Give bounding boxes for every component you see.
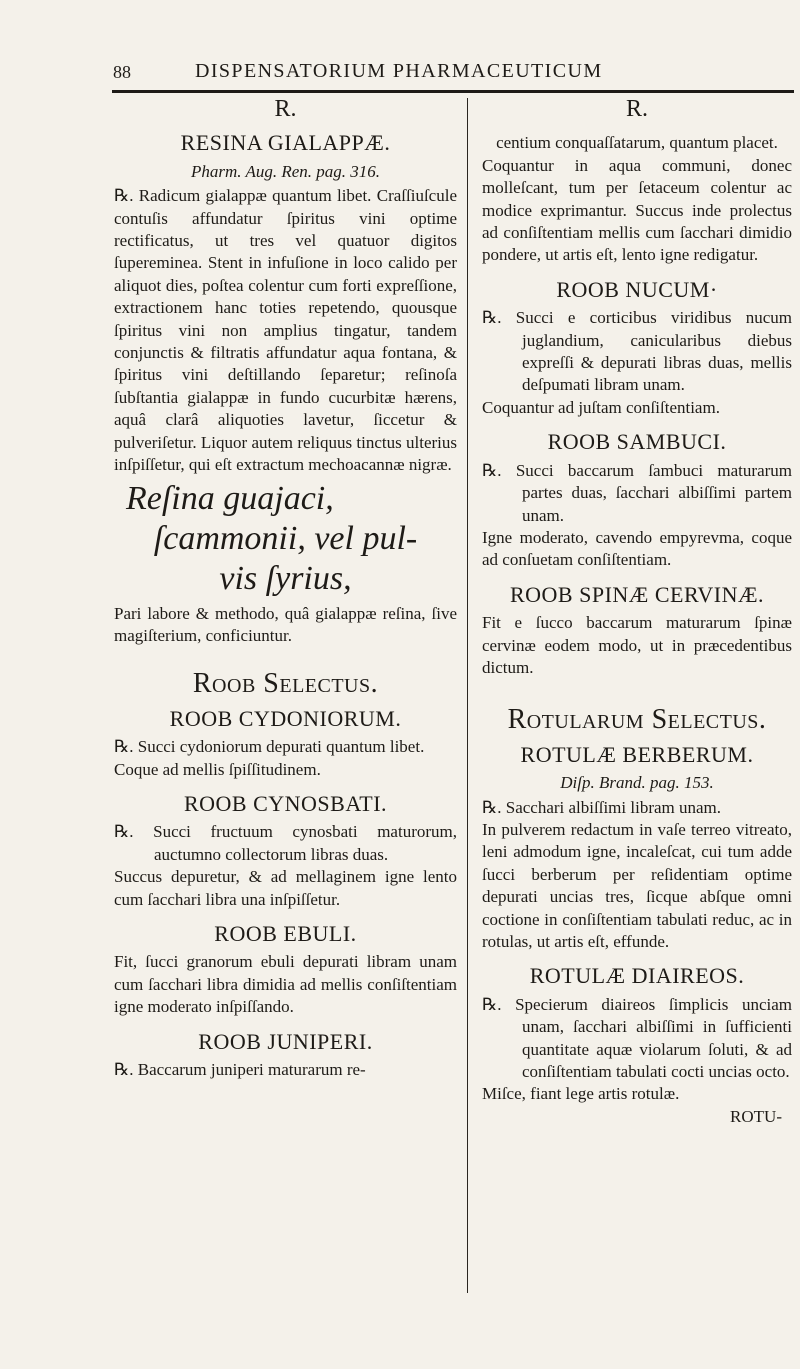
running-title: DISPENSATORIUM PHARMACEUTICUM — [195, 60, 603, 82]
recipe-prescription: ℞. Specierum diaireos ſimplicis unciam unam, ſacchari albiſſimi in ſufficienti quantitate aquæ violarum ſoluti, & ad conſiſtentiam tabulati cocti uncias octo. — [482, 994, 792, 1082]
page-number: 88 — [113, 62, 131, 82]
entry-heading: ROOB NUCUM· — [556, 276, 718, 302]
recipe-text: Pari labore & methodo, quâ gialappæ reſina, ſive magiſterium, conficiuntur. — [114, 603, 457, 645]
italic-title-line: ſcammonii, vel pul- — [153, 519, 418, 557]
recipe-text: centium conquaſſatarum, quantum placet. — [496, 133, 778, 153]
recipe-text: In pulverem redactum in vaſe terreo vitreato, leni admodum igne, incaleſcat, cui tum adde ſucci berberum per reſidentiam optime depurati uncias tres, ſicque abſque omni coctione in conſiſtentiam tabulati reduc, ac in rotulas, ut artis eſt, effunde. — [482, 819, 792, 951]
column-letter: R. — [274, 96, 297, 122]
recipe-text: Igne moderato, cavendo empyrevma, coque ad conſuetam conſiſtentiam. — [482, 527, 792, 570]
recipe-prescription: ℞. Sacchari albiſſimi libram unam. — [482, 797, 722, 817]
recipe-text: ℞. Radicum gialappæ quantum libet. Craſſiuſcule contuſis affundatur ſpiritus vini optime rectificatus, ut tres vel quatuor digitos ſupereminea. Stent in infuſione in loco calido per aliquot dies, poſtea colentur cum forti expreſſione, extractionem hanc toties repetendo, quousque ſpiritus vini non amplius tingatur, tandem conjunctis & filtratis affundatur aqua fontana, & ſpiritus vini deſtillando ſeparetur; reſinoſa ſubſtantia gialappæ in fundo cucurbitæ hærens, aquâ clarâ aliquoties lavetur, ſiccetur & pulveriſetur. Liquor autem reliquus tinctus ulterius inſpiſſetur, qui eſt extractum mechoacannæ nigræ. — [114, 186, 457, 475]
entry-heading: ROOB EBULI. — [214, 920, 357, 946]
left-column — [114, 98, 457, 1081]
recipe-text: Coquantur in aqua communi, donec molleſcant, tum per ſetaceum colentur ac modice exprimantur. Succus inde prolectus ad conſiſtentiam mellis cum ſacchari dimidio pondere, ut artis eſt, lento igne redigatur. — [482, 155, 792, 265]
entry-heading: ROOB CYDONIORUM. — [169, 705, 402, 731]
recipe-prescription: ℞. Succi cydoniorum depurati quantum libet. — [114, 737, 425, 757]
entry-heading: ROOB SAMBUCI. — [547, 429, 727, 455]
italic-entry-title — [114, 479, 457, 599]
recipe-text: Fit, ſucci granorum ebuli depurati libram unam cum ſacchari libra dimidia ad mellis conſiſtentiam igne moderato inſpiſſando. — [114, 952, 457, 1017]
column-letter: R. — [625, 96, 648, 122]
recipe-text: Succus depuretur, & ad mellaginem igne lento cum ſacchari libra una inſpiſſetur. — [114, 867, 457, 909]
section-heading: Roob Selectus. — [192, 668, 379, 700]
entry-heading: ROOB JUNIPERI. — [198, 1028, 373, 1054]
recipe-text: Coque ad mellis ſpiſſitudinem. — [114, 759, 321, 779]
italic-title-line: Reſina guajaci, — [126, 479, 334, 517]
entry-heading: ROTULÆ BERBERUM. — [520, 741, 754, 767]
recipe-prescription: ℞. Succi baccarum ſambuci maturarum partes duas, ſacchari albiſſimi partem unam. — [482, 460, 792, 525]
entry-heading: ROOB SPINÆ CERVINÆ. — [509, 581, 765, 607]
entry-heading: ROOB CYNOSBATI. — [183, 790, 388, 816]
entry-reference: Diſp. Brand. pag. 153. — [560, 773, 714, 793]
right-column — [482, 98, 792, 1128]
recipe-prescription: ℞. Baccarum juniperi maturarum re- — [114, 1060, 366, 1079]
section-heading: Rotularum Selectus. — [507, 704, 767, 736]
recipe-text: Fit e ſucco baccarum maturarum ſpinæ cervinæ eodem modo, ut in præcedentibus dictum. — [482, 613, 792, 677]
recipe-text: Coquantur ad juſtam conſiſtentiam. — [482, 397, 720, 417]
entry-heading: RESINA GIALAPPÆ. — [180, 130, 391, 156]
entry-heading: ROTULÆ DIAIREOS. — [529, 963, 745, 989]
recipe-prescription: ℞. Succi fructuum cynosbati maturorum, auctumno collectorum libras duas. — [114, 822, 457, 864]
column-divider — [467, 98, 468, 1293]
entry-reference: Pharm. Aug. Ren. pag. 316. — [190, 161, 381, 181]
catchword: ROTU- — [730, 1106, 782, 1126]
recipe-text: Miſce, fiant lege artis rotulæ. — [482, 1084, 680, 1104]
header-rule — [112, 90, 794, 93]
italic-title-line: vis ſyrius, — [219, 559, 352, 597]
recipe-prescription: ℞. Succi e corticibus viridibus nucum juglandium, canicularibus diebus expreſſi & depurati libras duas, mellis deſpumati libram unam. — [482, 308, 792, 395]
